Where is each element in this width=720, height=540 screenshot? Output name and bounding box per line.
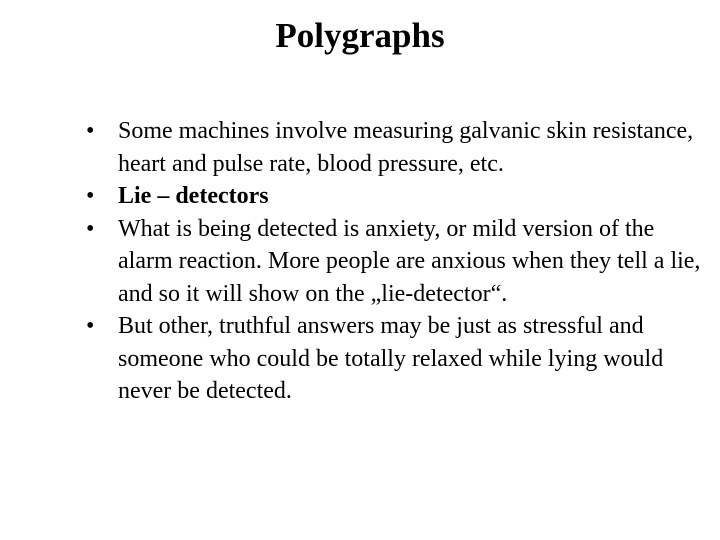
bullet-text-anxiety: What is being detected is anxiety, or mild version of the alarm reaction. More people are anxious when they tell a lie, and so it will show on the „lie-detector“. <box>118 215 701 307</box>
bullet-dot-icon: • <box>86 313 95 339</box>
bullet-list <box>86 115 706 408</box>
bullet-item-machines <box>86 115 706 180</box>
slide-title: Polygraphs <box>275 16 445 55</box>
bullet-dot-icon: • <box>86 215 95 242</box>
bullet-text-lie-detectors: Lie – detectors <box>118 183 269 209</box>
bullet-dot-icon: • <box>86 118 95 144</box>
bullet-dot-icon: • <box>86 183 95 209</box>
bullet-text-truthful-answers: But other, truthful answers may be just as stressful and someone who could be totally relaxed while lying would never be detected. <box>118 313 664 404</box>
bullet-item-truthful-answers <box>86 310 706 408</box>
bullet-item-lie-detectors <box>86 180 706 213</box>
bullet-text-machines: Some machines involve measuring galvanic skin resistance, heart and pulse rate, blood pressure, etc. <box>118 118 694 177</box>
bullet-item-anxiety <box>86 213 706 311</box>
